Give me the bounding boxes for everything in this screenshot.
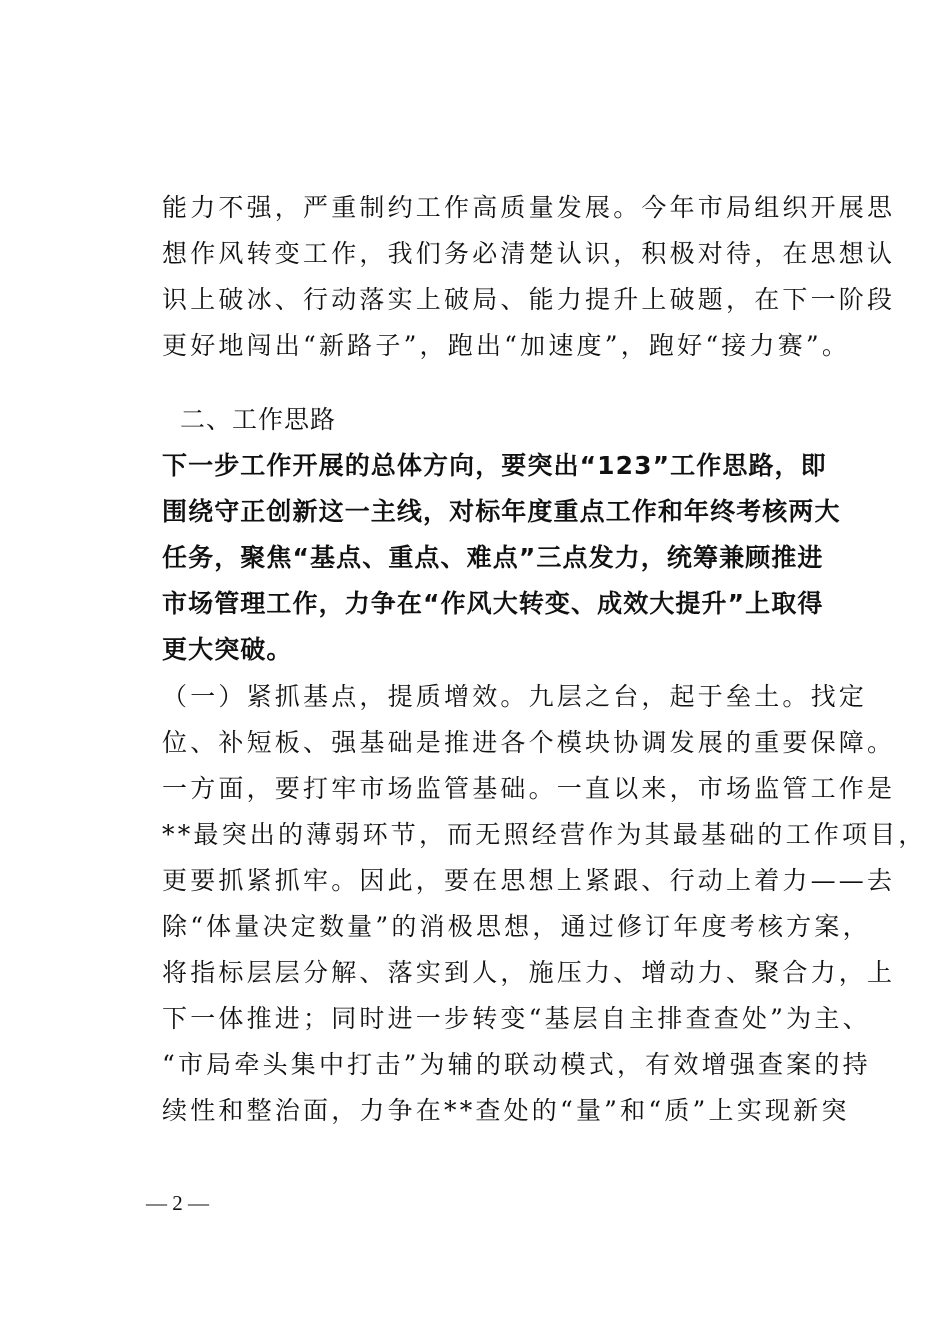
body-line: 更好地闯出“新路子”，跑出“加速度”，跑好“接力赛”。 <box>162 331 851 360</box>
summary-line: 市场管理工作，力争在“作风大转变、成效大提升”上取得 <box>162 589 824 618</box>
body-line: （一）紧抓基点，提质增效。九层之台，起于垒土。找定 <box>162 682 868 711</box>
body-line: 想作风转变工作，我们务必清楚认识，积极对待，在思想认 <box>162 239 896 268</box>
body-line: 下一体推进；同时进一步转变“基层自主排查查处”为主、 <box>162 1004 871 1033</box>
body-line: 识上破冰、行动落实上破局、能力提升上破题，在下一阶段 <box>162 285 896 314</box>
body-line: 将指标层层分解、落实到人，施压力、增动力、聚合力，上 <box>162 958 896 987</box>
body-line: 除“体量决定数量”的消极思想，通过修订年度考核方案， <box>162 912 871 941</box>
body-line: 能力不强，严重制约工作高质量发展。今年市局组织开展思 <box>162 193 896 222</box>
body-line: 位、补短板、强基础是推进各个模块协调发展的重要保障。 <box>162 728 896 757</box>
body-line: 一方面，要打牢市场监管基础。一直以来，市场监管工作是 <box>162 774 896 803</box>
body-line: **最突出的薄弱环节，而无照经营作为其最基础的工作项目， <box>162 820 927 849</box>
body-line: 续性和整治面，力争在**查处的“量”和“质”上实现新突 <box>162 1096 850 1125</box>
summary-line: 围绕守正创新这一主线，对标年度重点工作和年终考核两大 <box>162 497 841 526</box>
body-line: “市局牵头集中打击”为辅的联动模式，有效增强查案的持 <box>162 1050 871 1079</box>
summary-line: 下一步工作开展的总体方向，要突出“123”工作思路，即 <box>162 451 827 480</box>
summary-line: 任务，聚焦“基点、重点、难点”三点发力，统筹兼顾推进 <box>162 543 824 572</box>
section-heading: 二、工作思路 <box>180 405 337 434</box>
summary-line: 更大突破。 <box>162 635 293 664</box>
body-line: 更要抓紧抓牢。因此，要在思想上紧跟、行动上着力——去 <box>162 866 896 895</box>
page-number: — 2 — <box>146 1191 209 1215</box>
